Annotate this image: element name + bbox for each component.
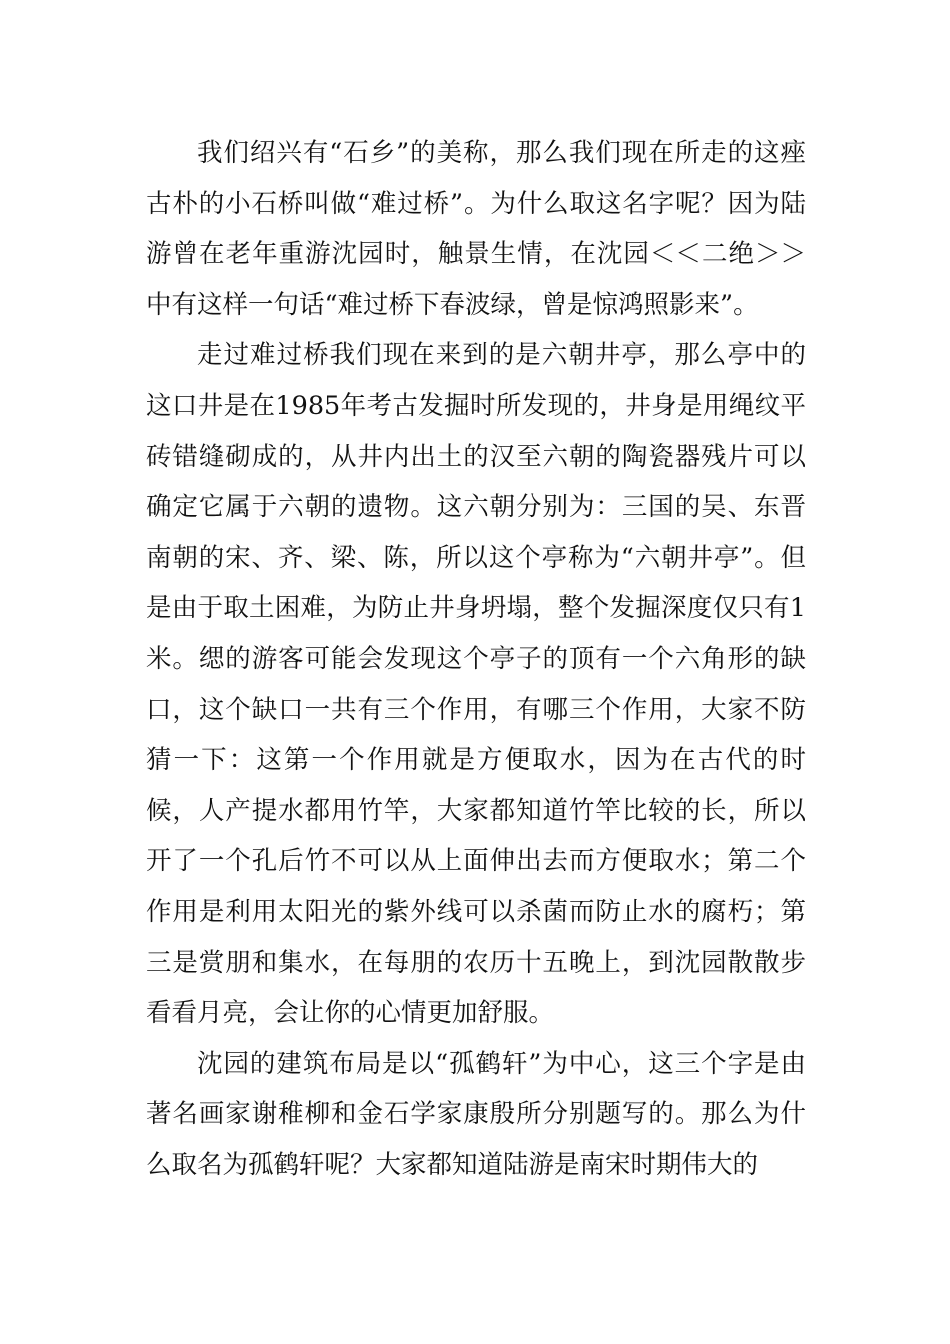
paragraph: 走过难过桥我们现在来到的是六朝井亭，那么亭中的这口井是在1985年考古发掘时所发现的，井身是用绳纹平砖错缝砌成的，从井内出土的汉至六朝的陶瓷器残片可以确定它属于六朝的遗物。这六朝分别为：三国的吴、东晋南朝的宋、齐、梁、陈，所以这个亭称为“六朝井亭”。但是由于取土困难，为防止井身坍塌，整个发掘深度仅只有1米。缌的游客可能会发现这个亭子的顶有一个六角形的缺口，这个缺口一共有三个作用，有哪三个作用，大家不防猜一下：这第一个作用就是方便取水，因为在古代的时候，人产提水都用竹竿，大家都知道竹竿比较的长，所以开了一个孔后竹不可以从上面伸出去而方便取水；第二个作用是利用太阳光的紫外线可以杀菌而防止水的腐朽；第三是赏朋和集水，在每朋的农历十五晚上，到沈园散散步看看月亮，会让你的心情更加舒服。 <box>146 340 806 1029</box>
paragraph: 沈园的建筑布局是以“孤鹤轩”为中心，这三个字是由著名画家谢稚柳和金石学家康殷所分别题写的。那么为什么取名为孤鹤轩呢？大家都知道陆游是南宋时期伟大的 <box>146 1048 806 1180</box>
paragraph: 我们绍兴有“石乡”的美称，那么我们现在所走的这痤古朴的小石桥叫做“难过桥”。为什么取这名字呢？因为陆游曾在老年重游沈园时，触景生情，在沈园＜＜二绝＞＞中有这样一句话“难过桥下春波绿，曾是惊鸿照影来”。 <box>146 138 806 320</box>
document-body <box>146 128 806 1190</box>
